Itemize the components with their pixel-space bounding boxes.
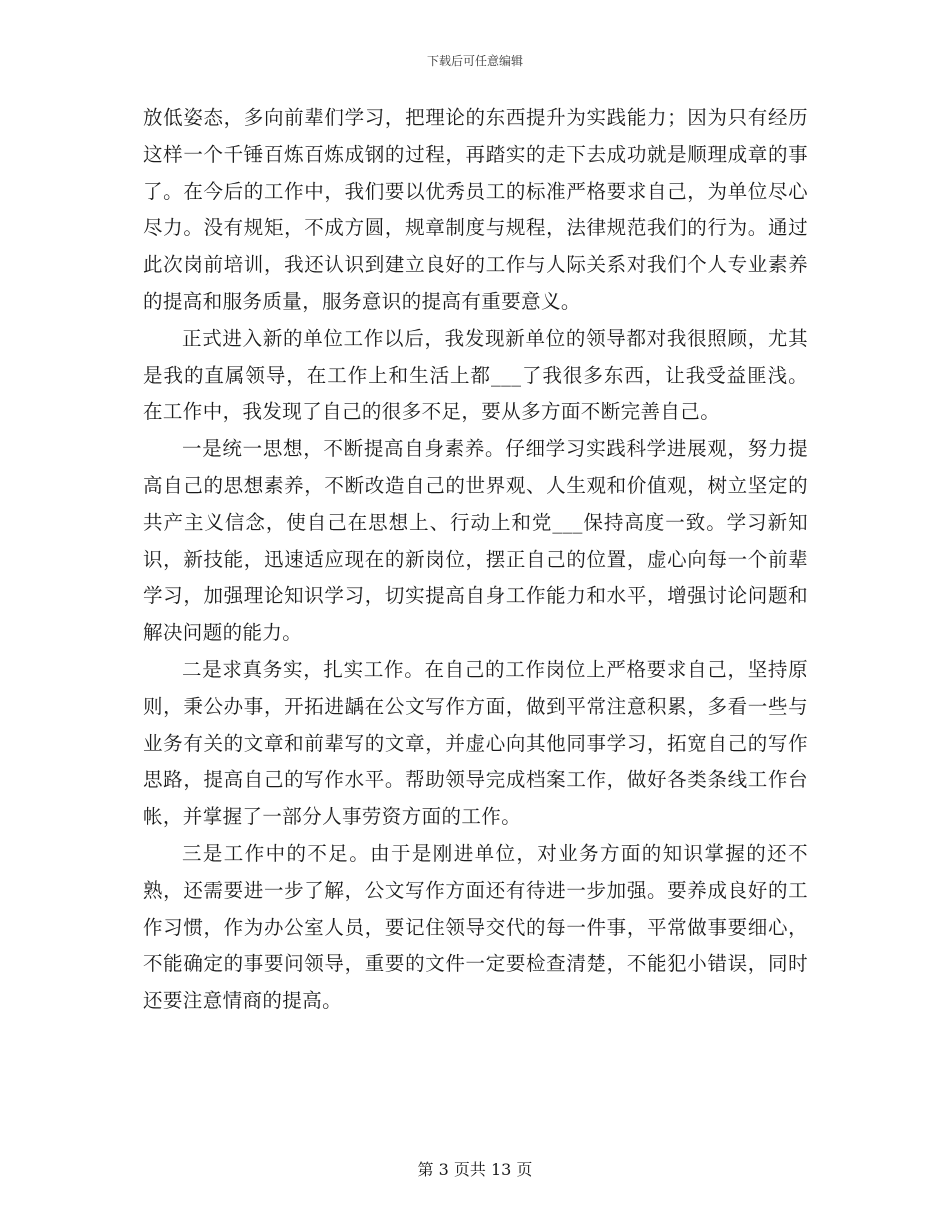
page-footer: 第 3 页共 13 页 bbox=[417, 1160, 533, 1179]
page-header: 下载后可任意编辑 bbox=[426, 54, 523, 68]
document-body bbox=[143, 100, 808, 1020]
paragraph-5: 三是工作中的不足。由于是刚进单位，对业务方面的知识掌握的还不熟，还需要进一步了解，公文写作方面还有待进一步加强。要养成良好的工作习惯，作为办公室人员，要记住领导交代的每一件事，平常做事要细心，不能确定的事要问领导，重要的文件一定要检查清楚，不能犯小错误，同时还要注意情商的提高。 bbox=[143, 841, 808, 1013]
paragraph-3: 一是统一思想，不断提高自身素养。仔细学习实践科学进展观，努力提高自己的思想素养，不断改造自己的世界观、人生观和价值观，树立坚定的共产主义信念，使自己在思想上、行动上和党___保持高度一致。学习新知识，新技能，迅速适应现在的新岗位，摆正自己的位置，虚心向每一个前辈学习，加强理论知识学习，切实提高自身工作能力和水平，增强讨论问题和解决问题的能力。 bbox=[143, 437, 808, 645]
paragraph-4: 二是求真务实，扎实工作。在自己的工作岗位上严格要求自己，坚持原则，秉公办事，开拓进龋在公文写作方面，做到平常注意积累，多看一些与业务有关的文章和前辈写的文章，并虚心向其他同事学习，拓宽自己的写作思路，提高自己的写作水平。帮助领导完成档案工作，做好各类条线工作台帐，并掌握了一部分人事劳资方面的工作。 bbox=[143, 657, 808, 829]
paragraph-2: 正式进入新的单位工作以后，我发现新单位的领导都对我很照顾，尤其是我的直属领导，在工作上和生活上都___了我很多东西，让我受益匪浅。在工作中，我发现了自己的很多不足，要从多方面不断完善自己。 bbox=[143, 326, 808, 424]
paragraph-1: 放低姿态，多向前辈们学习，把理论的东西提升为实践能力；因为只有经历这样一个千锤百炼百炼成钢的过程，再踏实的走下去成功就是顺理成章的事了。在今后的工作中，我们要以优秀员工的标准严格要求自己，为单位尽心尽力。没有规矩，不成方圆，规章制度与规程，法律规范我们的行为。通过此次岗前培训，我还认识到建立良好的工作与人际关系对我们个人专业素养的提高和服务质量，服务意识的提高有重要意义。 bbox=[143, 106, 808, 313]
